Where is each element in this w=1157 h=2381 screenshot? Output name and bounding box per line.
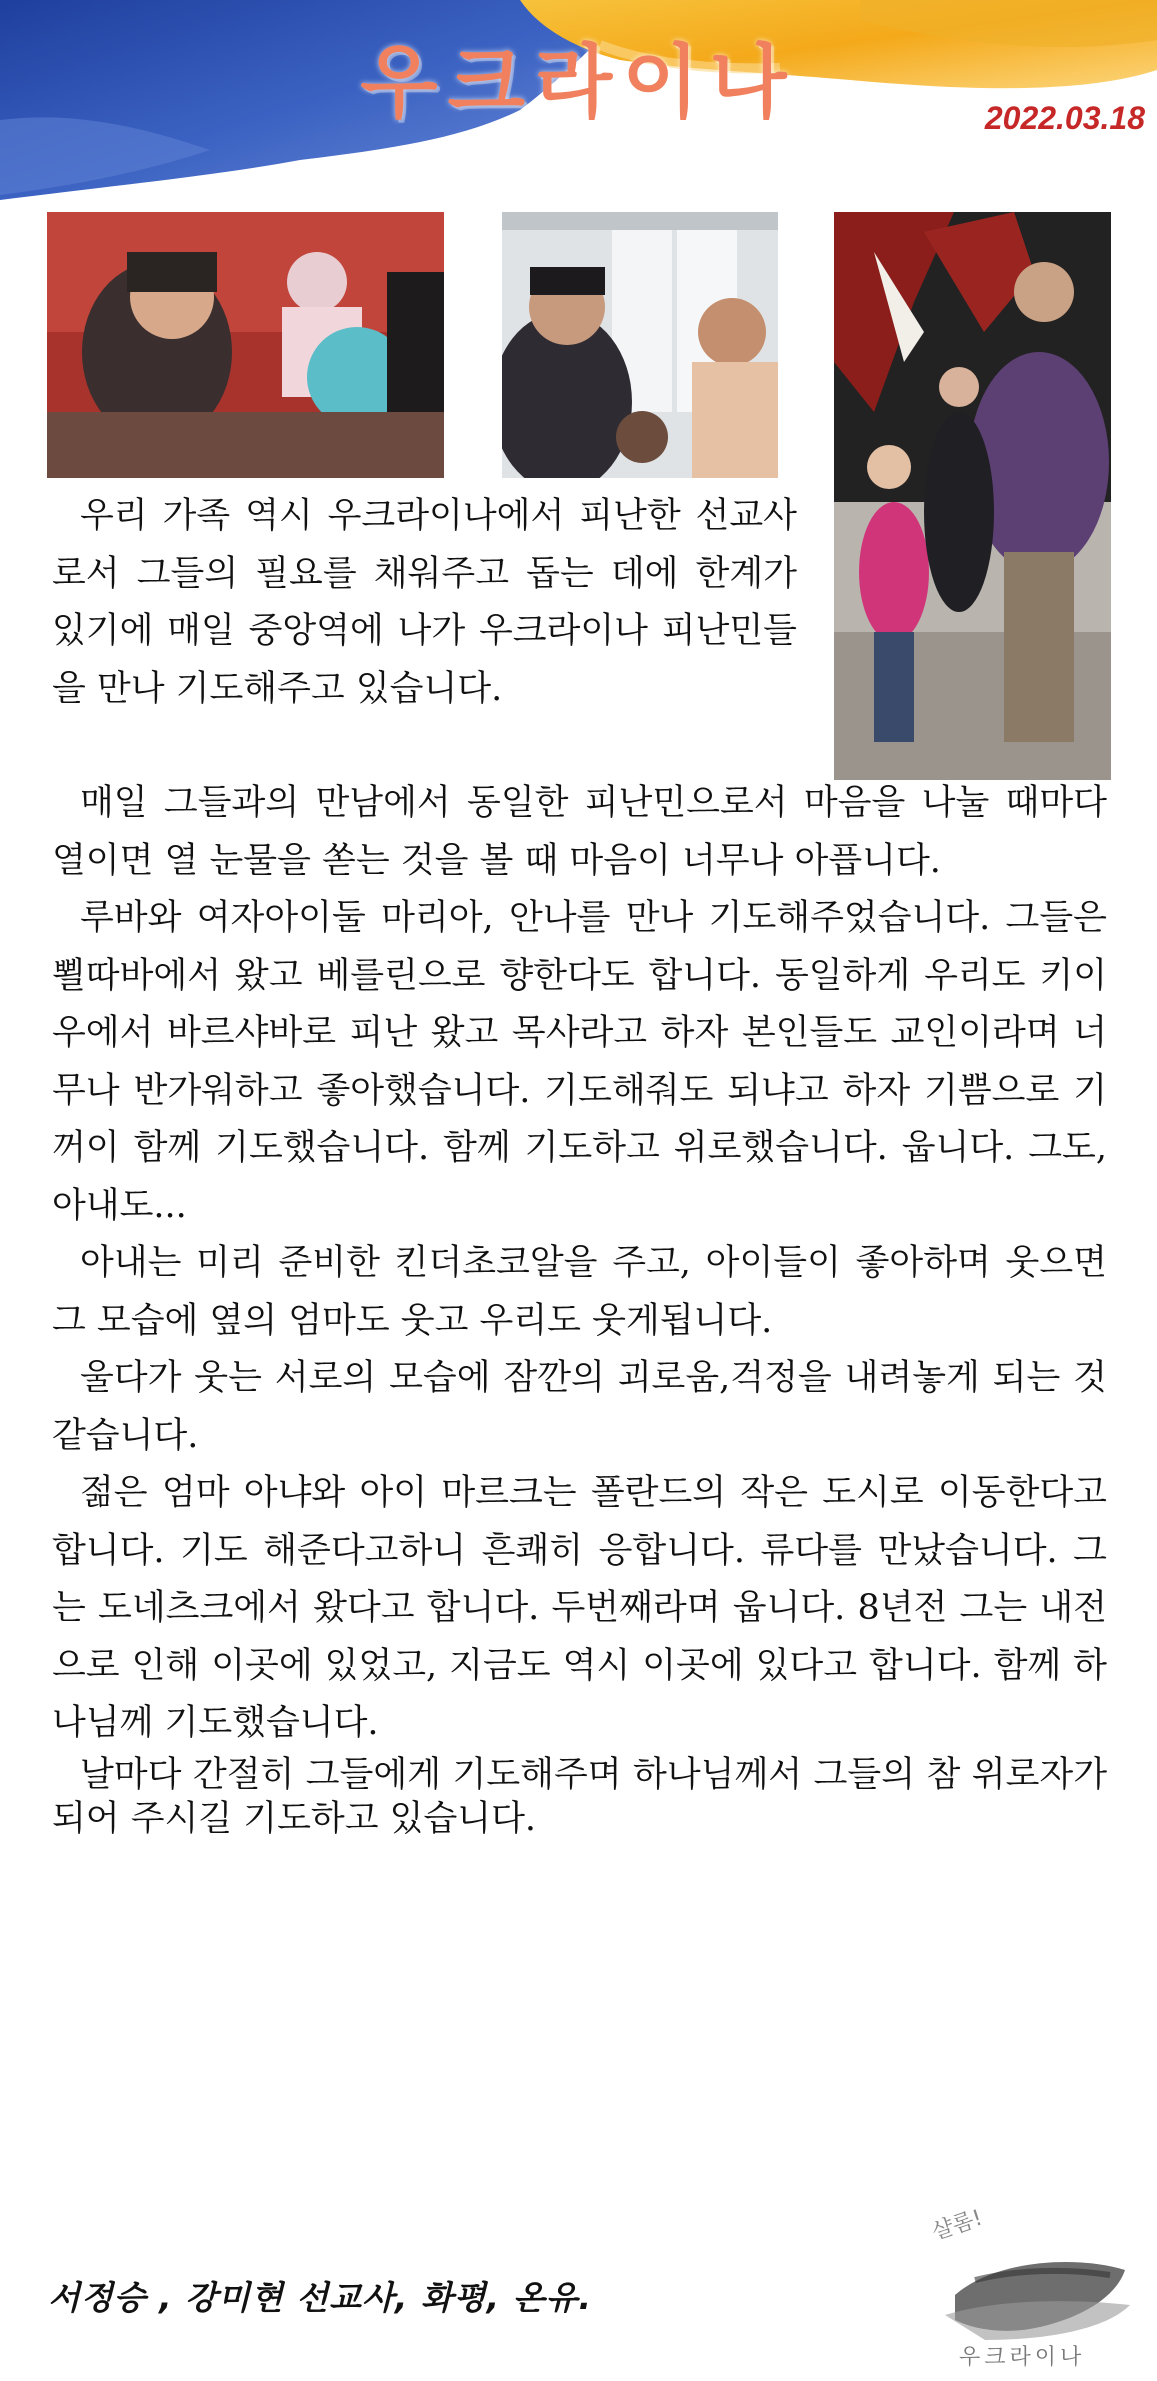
lead-paragraph: 우리 가족 역시 우크라이나에서 피난한 선교사로서 그들의 필요를 채워주고 돕는 데에 한계가 있기에 매일 중앙역에 나가 우크라이나 피난민들을 만나 기도해주고 있습니다. — [52, 496, 797, 709]
shalom-stamp — [925, 2200, 1140, 2375]
header-banner — [0, 0, 1157, 205]
photo-prayer-window — [502, 212, 778, 478]
page-title: 우크라이나 — [360, 36, 797, 129]
signature: 서정승 , 강미현 선교사, 화평, 온유. — [48, 2278, 593, 2317]
article-body — [52, 775, 1107, 1841]
paragraph: 울다가 웃는 서로의 모습에 잠깐의 괴로움,걱정을 내려놓게 되는 것 같습니다. — [52, 1358, 1107, 1456]
paragraph: 루바와 여자아이둘 마리아, 안나를 만나 기도해주었습니다. 그들은 뾜따바에서 왔고 베를린으로 향한다도 합니다. 동일하게 우리도 키이우에서 바르샤바로 피난 왔고 목사라고 하자 본인들도 교인이라며 너무나 반가워하고 좋아했습니다. 기도해줘도 되냐고 하자 기쁨으로 기꺼이 함께 기도했습니다. 함께 기도하고 위로했습니다. 웁니다. 그도, 아내도... — [52, 898, 1107, 1226]
paragraph: 아내는 미리 준비한 킨더초코알을 주고, 아이들이 좋아하며 웃으면 그 모습에 옆의 엄마도 웃고 우리도 웃게됩니다. — [52, 1243, 1107, 1341]
photo-group-at-station — [834, 212, 1111, 780]
stamp-label: 우크라이나 — [959, 2345, 1086, 2370]
paragraph: 날마다 간절히 그들에게 기도해주며 하나님께서 그들의 참 위로자가 되어 주시길 기도하고 있습니다. — [52, 1754, 1107, 1839]
date-label: 2022.03.18 — [984, 100, 1145, 136]
paragraph: 젊은 엄마 아냐와 아이 마르크는 폴란드의 작은 도시로 이동한다고 합니다. 기도 해준다고하니 흔쾌히 응합니다. 류다를 만났습니다. 그는 도네츠크에서 왔다고 합니다. 두번째라며 웁니다. 8년전 그는 내전으로 인해 이곳에 있었고, 지금도 역시 이곳에 있다고 합니다. 함께 하나님께 기도했습니다. — [52, 1473, 1107, 1743]
photo-family-with-child — [47, 212, 444, 478]
paragraph: 매일 그들과의 만남에서 동일한 피난민으로서 마음을 나눌 때마다 열이면 열 눈물을 쏟는 것을 볼 때 마음이 너무나 아픕니다. — [52, 783, 1107, 881]
stamp-greeting: 샬롬! — [929, 2205, 986, 2246]
